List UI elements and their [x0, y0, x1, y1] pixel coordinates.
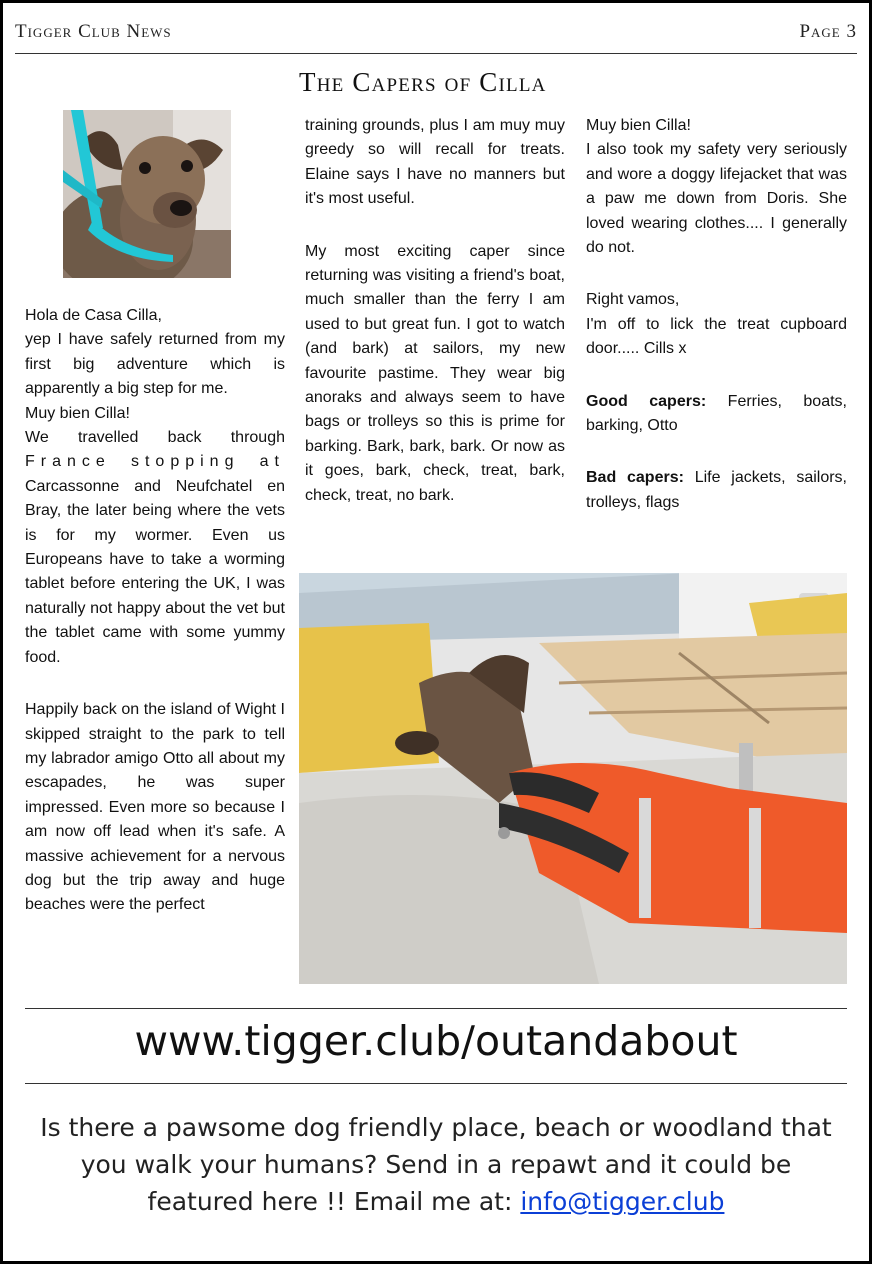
cilla-boat-photo — [299, 573, 847, 984]
text-run: Carcassonne and Neufchatel en Bray, the later being where the vets is for my wormer. Even us Europeans have to take a worming tablet before entering the UK, I was naturally not happy about the vet but the tablet came with some yummy food. — [25, 477, 285, 666]
paragraph: training grounds, plus I am muy muy greedy so will recall for treats. Elaine says I have no manners but it's most useful. — [305, 117, 565, 208]
paragraph: My most exciting caper since returning was visiting a friend's boat, much smaller than the ferry I am used to but great fun. I got to watch (and bark) at sailors, my new favourite pastime. They wear big anoraks and always seem to have bags or trolleys so this is prime for barking. Bark, bark, bark. Or now as it goes, bark, check, treat, bark, check, treat, no bark. — [305, 242, 565, 504]
paragraph: I'm off to lick the treat cupboard door..... Cills x — [586, 315, 847, 358]
page-number: Page 3 — [799, 21, 857, 42]
text-run: We travelled back through — [25, 429, 285, 447]
dog-on-boat-image — [299, 573, 847, 984]
good-capers — [586, 390, 847, 439]
paragraph: Right vamos, — [586, 291, 680, 309]
paragraph: Muy bien Cilla! — [586, 117, 691, 134]
article-column-2 — [305, 114, 565, 508]
email-link[interactable]: info@tigger.club — [520, 1187, 725, 1216]
paragraph: Happily back on the island of Wight I skipped straight to the park to tell my labrador amigo Otto all about my escapades, he was super impressed. Even more so because I am now off lead when it's safe. A massive achievement for a nervous dog but the trip away and huge beaches were the perfect — [25, 701, 285, 914]
cilla-portrait-photo — [63, 110, 231, 278]
bad-capers-text: Life jackets, sailors, trolleys, flags — [586, 469, 847, 511]
text-run: France stopping at — [25, 453, 285, 471]
header-divider — [15, 53, 857, 54]
dog-portrait-image — [63, 110, 231, 278]
paragraph: I also took my safety very seriously and wore a doggy lifejacket that was a paw me down from Doris. She loved wearing clothes.... I generally do not. — [586, 141, 847, 257]
paragraph — [25, 426, 285, 670]
outandabout-url[interactable]: www.tigger.club/outandabout — [134, 1017, 738, 1065]
bad-capers — [586, 466, 847, 515]
call-to-action-text: Is there a pawsome dog friendly place, beach or woodland that you walk your humans? Send in a repawt and it could be featured here !! Email me at: — [40, 1113, 832, 1216]
article-title: The Capers of Cilla — [299, 67, 547, 97]
good-capers-label: Good capers: — [586, 392, 707, 410]
section-divider-bottom — [25, 1083, 847, 1084]
bad-capers-label: Bad capers: — [586, 469, 684, 487]
call-to-action — [25, 1109, 847, 1220]
greeting: Hola de Casa Cilla, — [25, 307, 162, 324]
article-column-1 — [25, 304, 285, 918]
article-column-3 — [586, 114, 847, 515]
newsletter-name: Tigger Club News — [15, 21, 172, 42]
paragraph: yep I have safely returned from my first big adventure which is apparently a big step for me. — [25, 331, 285, 398]
paragraph: Muy bien Cilla! — [25, 404, 130, 422]
section-divider-top — [25, 1008, 847, 1009]
good-capers-text: Ferries, boats, barking, Otto — [586, 392, 847, 435]
